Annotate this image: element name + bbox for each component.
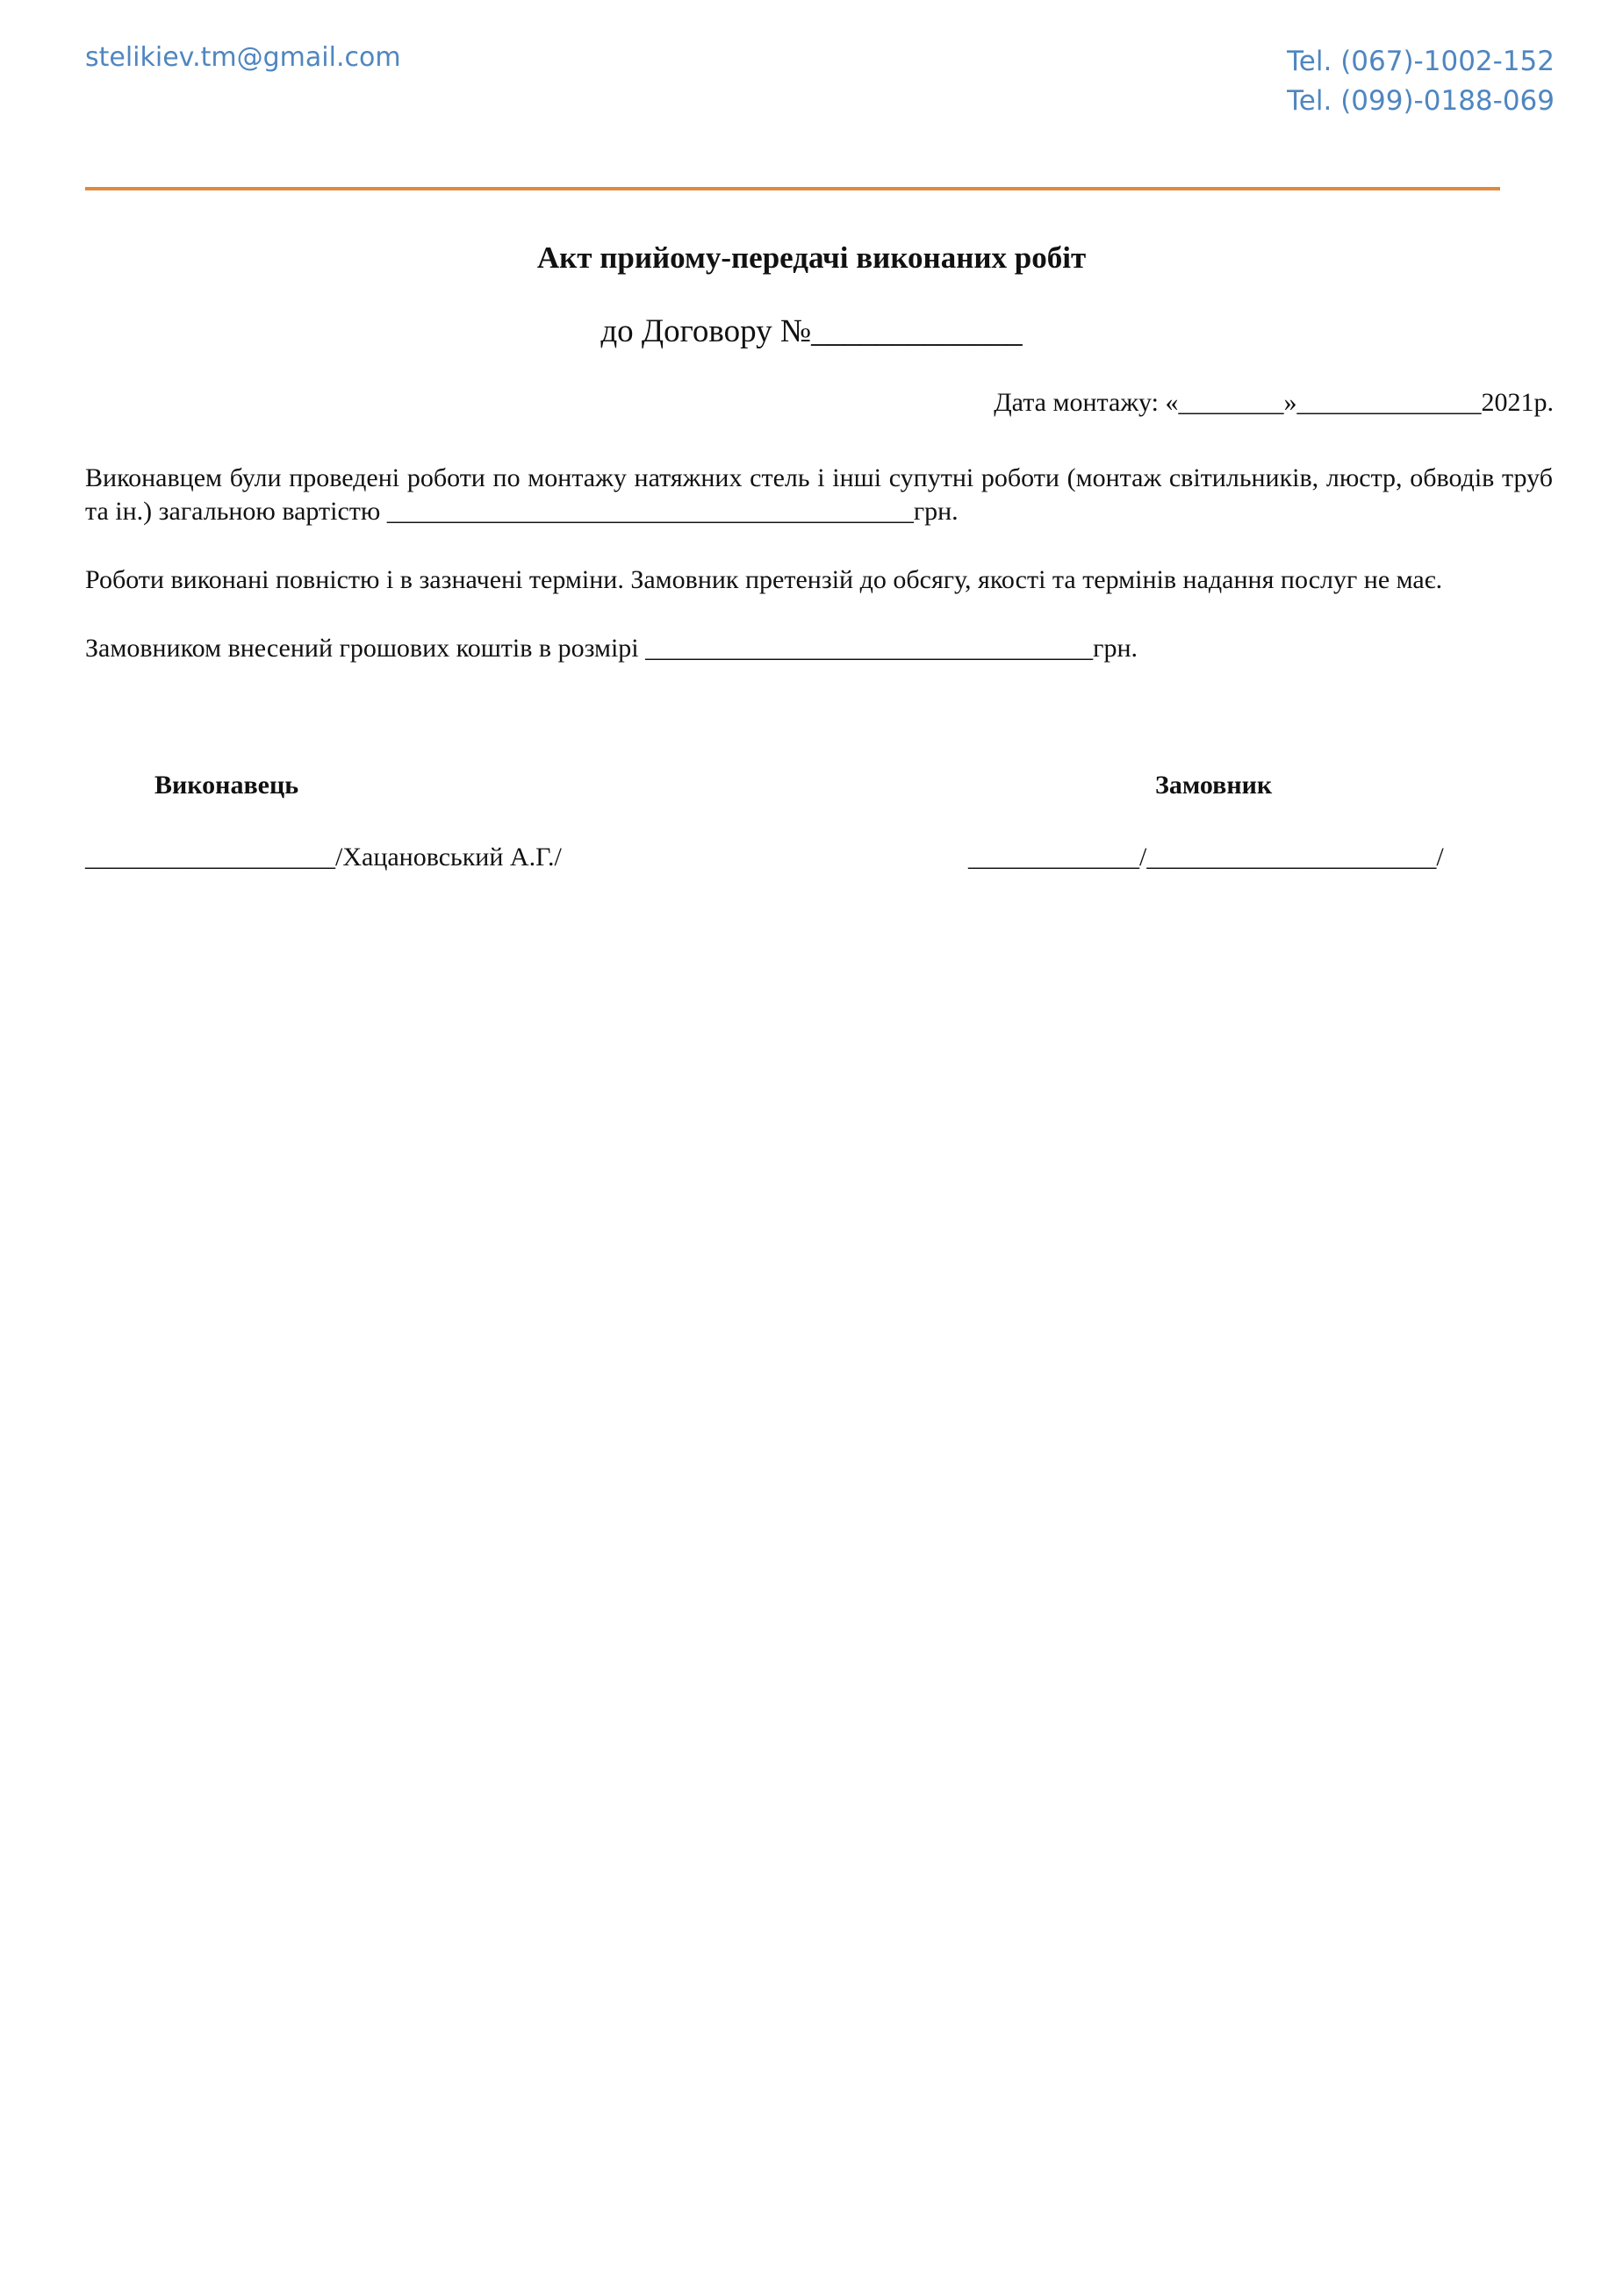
- header-divider: [85, 187, 1500, 190]
- header-phones: [1287, 42, 1555, 121]
- installation-date-line: Дата монтажу: «________»______________2021р.: [994, 388, 1554, 417]
- document-title: Акт прийому-передачі виконаних робіт: [536, 240, 1087, 275]
- customer-label: Замовник: [1155, 771, 1273, 800]
- header-phone-1: Tel. (067)-1002-152: [1287, 46, 1555, 77]
- paragraph-works-performed: Виконавцем були проведені роботи по монтажу натяжних стель і інші супутні роботи (монтаж світильників, люстр, обводів труб та ін.) загальною вартістю ________________________________________грн.: [85, 463, 1553, 526]
- contractor-label: Виконавець: [154, 771, 299, 800]
- paragraph-payment: Замовником внесений грошових коштів в розмірі __________________________________грн.: [85, 634, 1138, 663]
- header-email: stelikiev.tm@gmail.com: [85, 42, 401, 73]
- document-subtitle: до Договору №_____________: [600, 313, 1023, 349]
- paragraph-works-completed: Роботи виконані повністю і в зазначені терміни. Замовник претензій до обсягу, якості та термінів надання послуг не має.: [85, 565, 1443, 594]
- contractor-signature-line: ___________________/Хацановський А.Г./: [85, 843, 562, 872]
- customer-signature-line: _____________/______________________/: [968, 843, 1444, 872]
- header-phone-2: Tel. (099)-0188-069: [1287, 85, 1555, 117]
